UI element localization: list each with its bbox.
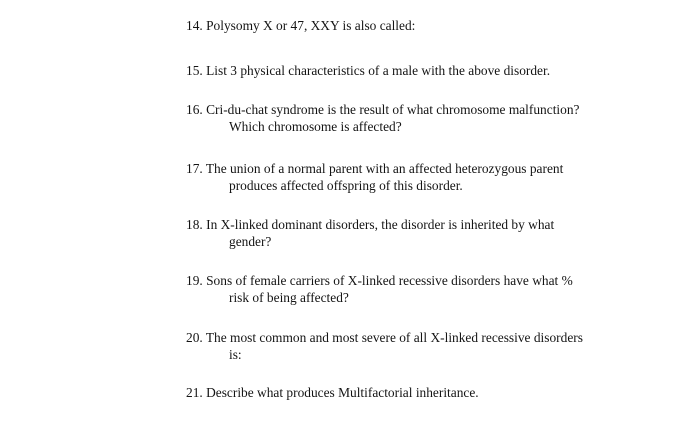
question-text-continued: gender? <box>229 234 272 249</box>
question-text-continued: risk of being affected? <box>229 290 349 305</box>
question-number: 18. <box>186 217 203 232</box>
question-text: Cri-du-chat syndrome is the result of what chromosome malfunction? <box>206 102 580 117</box>
question-number: 19. <box>186 273 203 288</box>
question-text: The most common and most severe of all X-linked recessive disorders <box>205 330 583 345</box>
question-text-continued: produces affected offspring of this disorder. <box>229 178 463 193</box>
question-number: 16. <box>186 102 203 117</box>
question-19 <box>186 272 626 306</box>
question-text: List 3 physical characteristics of a male with the above disorder. <box>206 63 551 78</box>
question-text: Polysomy X or 47, XXY is also called: <box>206 18 416 33</box>
question-17 <box>186 160 626 194</box>
question-14 <box>186 17 626 34</box>
question-20 <box>186 329 626 363</box>
question-text: The union of a normal parent with an affected heterozygous parent <box>205 161 564 176</box>
question-text-continued: is: <box>229 347 242 362</box>
question-number: 20. <box>186 330 203 345</box>
question-15 <box>186 62 626 79</box>
question-number: 21. <box>186 385 203 400</box>
question-number: 17. <box>186 161 203 176</box>
question-number: 15. <box>186 63 203 78</box>
question-16 <box>186 101 626 135</box>
question-number: 14. <box>186 18 203 33</box>
question-text-continued: Which chromosome is affected? <box>229 119 402 134</box>
question-text: In X-linked dominant disorders, the disorder is inherited by what <box>206 217 555 232</box>
question-21 <box>186 384 626 401</box>
question-18 <box>186 216 626 250</box>
question-text: Sons of female carriers of X-linked recessive disorders have what % <box>206 273 573 288</box>
question-text: Describe what produces Multifactorial inheritance. <box>206 385 479 400</box>
